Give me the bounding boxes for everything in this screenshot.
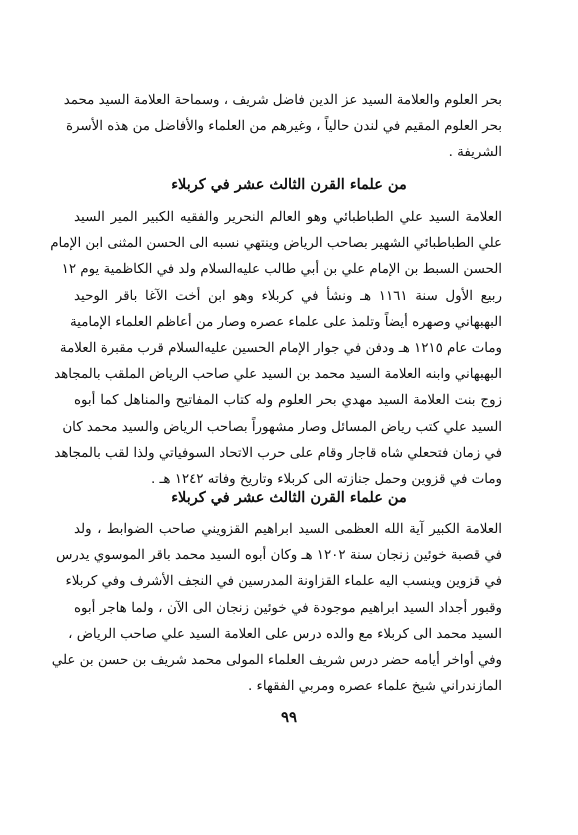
text-line: وفي أواخر أيامه حضر درس شريف العلماء المولى محمد شريف بن حسن بن علي	[51, 653, 502, 669]
text-line: ربيع الأول سنة ١١٦١ هـ ونشأ في كربلاء وهو ابن أخت الآغا باقر الوحيد	[74, 288, 502, 304]
page-number: ٩٩	[280, 708, 298, 726]
text-line: في قصبة خوئين زنجان سنة ١٢٠٢ هـ وكان أبوه السيد محمد باقر الموسوي يدرس	[55, 548, 502, 564]
text-line: السيد محمد الى كربلاء مع والده درس على العلامة السيد علي صاحب الرياض ،	[68, 626, 502, 642]
text-line: البهبهاني وصهره أيضاً وتلمذ على علماء عصره وصار من أعاظم العلماء الإمامية	[69, 314, 502, 330]
text-line: العلامة السيد علي الطباطبائي وهو العالم النحرير والفقيه الكبير المير السيد	[74, 210, 502, 225]
text-line: السيد علي كتب رياض المسائل وصار مشهوراً بصاحب الرياض والسيد محمد كان	[62, 419, 502, 435]
text-line: في قزوين وينسب اليه علماء القزاونة المدرسين في النجف الأشرف وفي كربلاء	[65, 574, 502, 590]
section-paragraph	[50, 205, 502, 493]
section-heading: من علماء القرن الثالث عشر في كربلاء	[171, 176, 407, 193]
text-line: زوج بنت العلامة السيد مهدي بحر العلوم وله كتاب المفاتيح والمناهل كما أبوه	[74, 393, 502, 409]
text-line: البهبهاني وابنه العلامة السيد محمد بن السيد علي صاحب الرياض الملقب بالمجاهد	[54, 367, 502, 383]
text-line: العلامة الكبير آية الله العظمى السيد ابراهيم القزويني صاحب الضوابط ، ولد	[74, 522, 502, 537]
text-line: في زمان فتحعلي شاه قاجار وقام على حرب الاتحاد السوفياتي ولذا لقب بالمجاهد	[54, 445, 502, 461]
section-paragraph	[51, 517, 502, 700]
text-line: ومات عام ١٢١٥ هـ ودفن في جوار الإمام الحسين عليه‌السلام قرب مقبرة العلامة	[59, 341, 502, 357]
text-line: ومات في قزوين وحمل جنازته الى كربلاء وتاريخ وفاته ١٢٤٢ هـ .	[150, 472, 502, 488]
text-line: المازندراني شيخ علماء عصره ومربي الفقهاء .	[248, 679, 502, 695]
text-line: علي الطباطبائي الشهير بصاحب الرياض وينتهي نسبه الى الحسن المثنى ابن الإمام	[50, 236, 502, 252]
text-line: بحر العلوم المقيم في لندن حالياً ، وغيرهم من العلماء والأفاضل من هذه الأسرة	[65, 119, 502, 135]
text-line: الشريفة .	[448, 145, 502, 161]
text-line: وقبور أجداد السيد ابراهيم موجودة في خوئين زنجان الى الآن ، ولما هاجر أبوه	[74, 600, 502, 616]
intro-paragraph	[63, 88, 502, 167]
section-heading: من علماء القرن الثالث عشر في كربلاء	[171, 489, 407, 506]
text-line: الحسن السبط بن الإمام علي بن أبي طالب عليه‌السلام ولد في الكاظمية يوم ١٢	[61, 262, 502, 278]
text-line: بحر العلوم والعلامة السيد عز الدين فاضل شريف ، وسماحة العلامة السيد محمد	[63, 93, 502, 108]
